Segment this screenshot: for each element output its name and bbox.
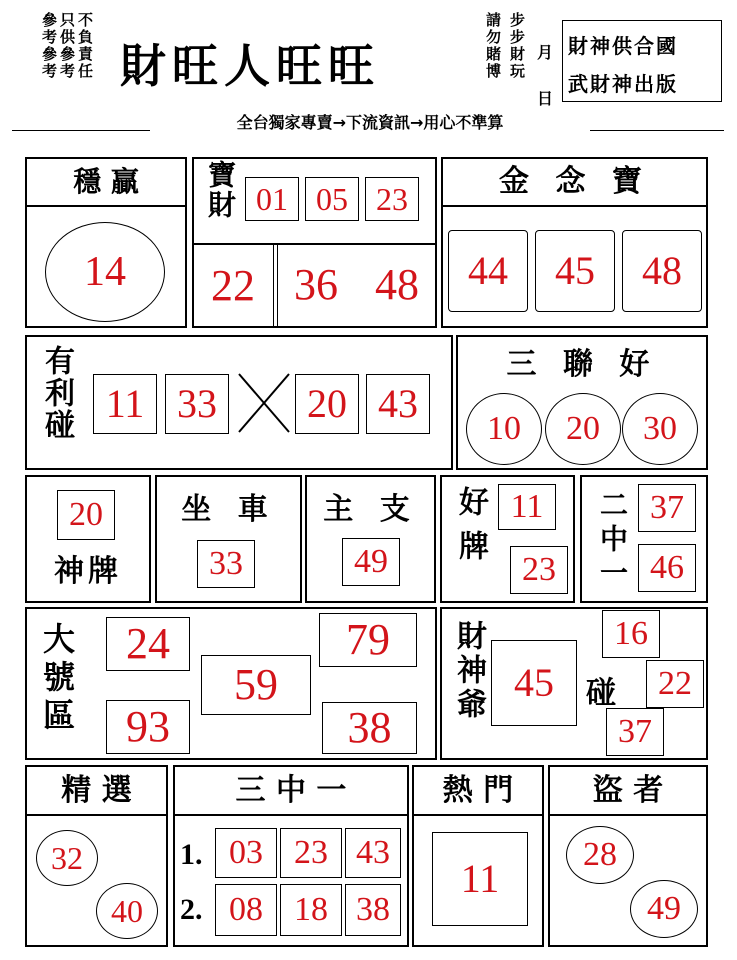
caishenye-number: 45 [491,640,577,726]
caishenye-peng-number-3: 37 [606,708,664,756]
jinnianbao-label: 金 念 寶 [499,164,650,199]
slogan: 全台獨家專賣→下流資訊→用心不準算 [150,110,590,133]
baocai-number-3: 23 [365,177,419,221]
baocai-number-1: 01 [245,177,299,221]
section-divider [441,205,708,207]
zhuzhi-number: 49 [342,538,400,586]
remen-label: 熱 門 [442,773,514,808]
caishenye-peng-number-2: 22 [646,660,704,708]
jinnianbao-number-1: 44 [448,230,528,312]
haopai-number-1: 11 [498,484,556,530]
sanzhongyi-r1-number-2: 23 [280,828,342,878]
jingxuan-number-2: 40 [96,883,158,939]
daozhe-number-2: 49 [630,880,698,938]
baocai-number-2: 05 [305,177,359,221]
youlipeng-number-2: 33 [165,374,229,434]
jingxuan-number-1: 32 [36,830,98,886]
sanzhongyi-row-2-prefix: 2. [180,893,203,926]
haopai-label: 好牌 [453,486,488,574]
zuoche-number: 33 [197,540,255,588]
youlipeng-number-4: 43 [366,374,430,434]
dahaoqu-number-3: 59 [201,655,311,715]
shenpai-number: 20 [57,490,115,540]
dahaoqu-number-4: 79 [319,613,417,667]
disclaimer-col-3: 只供參考 [58,12,76,80]
jingxuan-label: 精 選 [61,773,132,808]
disclaimer-col-2: 參考參考 [40,12,58,80]
sanzhongyi-label: 三 中 一 [235,773,347,808]
section-divider [25,814,168,816]
section-divider [173,814,409,816]
sanzhongyi-r2-number-1: 08 [215,884,277,936]
section-divider [412,814,544,816]
sanlianhao-label: 三 聯 好 [506,347,658,382]
erzhongyi-label: 二中一 [596,490,629,592]
sanlianhao-number-2: 20 [545,393,621,465]
youlipeng-label: 有利碰 [39,345,74,441]
sanzhongyi-row-1-prefix: 1. [180,838,203,871]
caishenye-label: 財神爺 [451,620,486,722]
date-day: 日 [537,89,554,108]
dahaoqu-number-2: 93 [106,700,190,754]
shenpai-label: 神牌 [54,554,122,589]
section-divider [25,205,187,207]
zuoche-label: 坐 車 [181,492,276,527]
disclaimer-col-1: 不負責任 [76,12,94,80]
jinnianbao-number-2: 45 [535,230,615,312]
dahaoqu-number-1: 24 [106,617,190,671]
notice-col-3: 請勿賭博 [484,12,502,80]
date-month: 月 [537,43,554,62]
sanzhongyi-r1-number-3: 43 [345,828,401,878]
wenying-label: 穩 贏 [73,165,139,198]
daozhe-number-1: 28 [566,826,634,884]
baocai-label: 寶財 [204,160,237,220]
notice-col-2: 步步財玩 [508,12,526,80]
zhuzhi-label: 主 支 [323,492,418,527]
erzhongyi-number-1: 37 [638,484,696,532]
haopai-number-2: 23 [510,546,568,594]
jinnianbao-number-3: 48 [622,230,702,312]
dahaoqu-number-5: 38 [322,702,417,754]
remen-number: 11 [432,832,528,926]
publisher-line-2: 武財神出版 [568,72,678,96]
cross-icon [235,370,293,436]
sanzhongyi-r2-number-2: 18 [280,884,342,936]
page-title: 財旺人旺旺 [120,39,380,93]
baocai-number-4: 22 [192,243,274,328]
sanzhongyi-r2-number-3: 38 [345,884,401,936]
sanlianhao-number-1: 10 [466,393,542,465]
daozhe-label: 盜 者 [592,773,664,808]
baocai-number-6: 48 [375,260,419,309]
baocai-number-5: 36 [294,260,338,309]
youlipeng-number-3: 20 [295,374,359,434]
wenying-number: 14 [45,222,165,322]
caishenye-peng-label: 碰 [586,676,616,711]
publisher-line-1: 財神供合國 [568,34,678,58]
section-divider [548,814,708,816]
sanlianhao-number-3: 30 [622,393,698,465]
dahaoqu-label: 大號區 [38,622,76,736]
sanzhongyi-r1-number-1: 03 [215,828,277,878]
erzhongyi-number-2: 46 [638,544,696,592]
caishenye-peng-number-1: 16 [602,610,660,658]
youlipeng-number-1: 11 [93,374,157,434]
